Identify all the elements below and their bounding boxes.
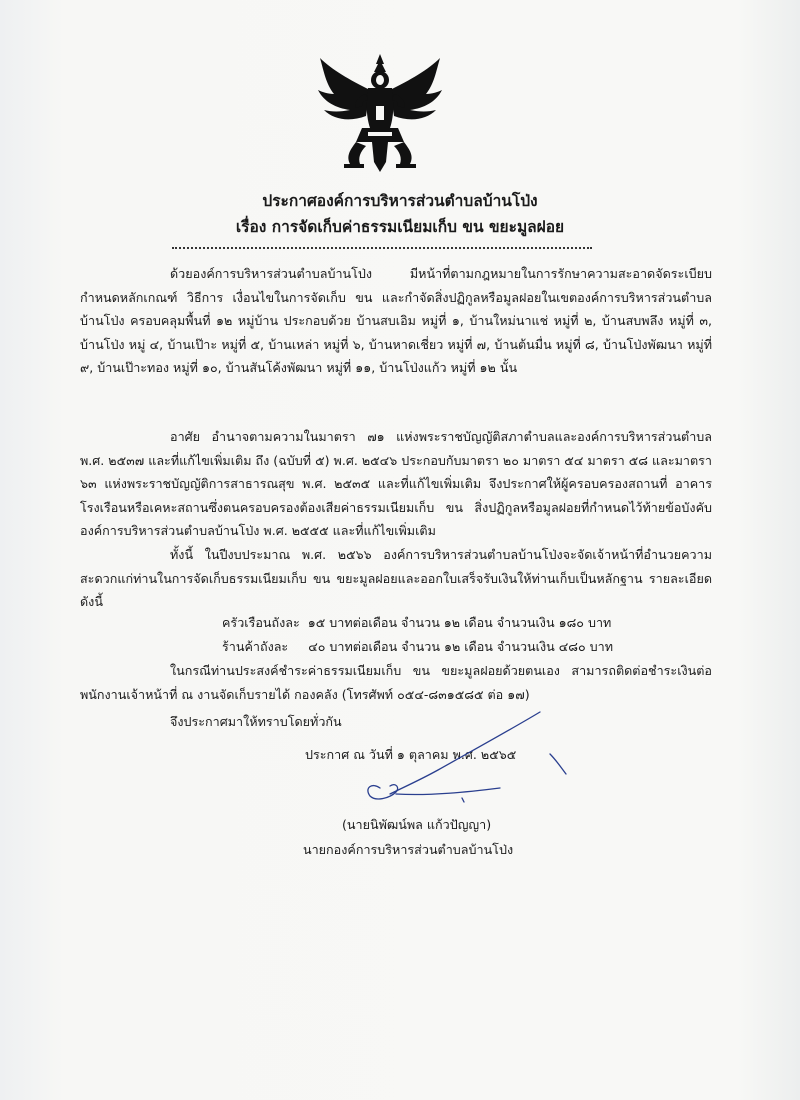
paragraph-fiscal-year: ทั้งนี้ ในปีงบประมาณ พ.ศ. ๒๕๖๖ องค์การบริหารส่วนตำบลบ้านโป่งจะจัดเจ้าหน้าที่อำนวยความสะดวกแก่ท่านในการจัดเก็บธรรมเนียมเก็บ ขน ขยะมูลฝอยและออกใบเสร็จรับเงินให้ท่านเก็บเป็นหลักฐาน รายละเอียดดังนี้ [80, 547, 712, 609]
paragraph-duty: ด้วยองค์การบริหารส่วนตำบลบ้านโป่ง มีหน้าที่ตามกฎหมายในการรักษาความสะอาดจัดระเบียบ กำหนดหลักเกณฑ์ วิธีการ เงื่อนไขในการจัดเก็บ ขน และกำจัดสิ่งปฏิกูลหรือมูลฝอยในเขตองค์การบริหารส่วนตำบลบ้านโป่ง ครอบคลุมพื้นที่ ๑๒ หมู่บ้าน ประกอบด้วย บ้านสบเอิม หมู่ที่ ๑, บ้านใหม่นาแช่ หมู่ที่ ๒, บ้านสบพลึง หมู่ที่ ๓, บ้านโป่ง หมู่ ๔, บ้านเป๊าะ หมู่ที่ ๕, บ้านเหล่า หมู่ที่ ๖, บ้านหาดเชี่ยว หมู่ที่ ๗, บ้านต้นมื่น หมู่ที่ ๘, บ้านโป่งพัฒนา หมู่ที่ ๙, บ้านเป๊าะทอง หมู่ที่ ๑๐, บ้านสันโค้งพัฒนา หมู่ที่ ๑๑, บ้านโป่งแก้ว หมู่ที่ ๑๒ นั้น [80, 266, 712, 375]
announcement-title: ประกาศองค์การบริหารส่วนตำบลบ้านโป่ง [262, 192, 538, 210]
signer-name: (นายนิพัฒน์พล แก้วปัญญา) [342, 817, 492, 832]
paragraph-payment-contact: ในกรณีท่านประสงค์ชำระค่าธรรมเนียมเก็บ ขน ขยะมูลฝอยด้วยตนเอง สามารถติดต่อชำระเงินต่อพนักงานเจ้าหน้าที่ ณ งานจัดเก็บรายได้ กองคลัง (โทรศัพท์ ๐๕๔-๘๓๑๕๘๕ ต่อ ๑๗) [80, 663, 712, 702]
paragraph-legal-authority: อาศัย อำนาจตามความในมาตรา ๗๑ แห่งพระราชบัญญัติสภาตำบลและองค์การบริหารส่วนตำบล พ.ศ. ๒๕๓๗ และที่แก้ไขเพิ่มเติม ถึง (ฉบับที่ ๕) พ.ศ. ๒๕๔๖ ประกอบกับมาตรา ๒๐ มาตรา ๕๔ มาตรา ๕๘ และมาตรา ๖๓ แห่งพระราชบัญญัติการสาธารณสุข พ.ศ. ๒๕๓๕ และที่แก้ไขเพิ่มเติม จึงประกาศให้ผู้ครอบครองสถานที่ อาคาร โรงเรือนหรือเคหะสถานซึ่งตนครอบครองต้องเสียค่าธรรมเนียมเก็บ ขน สิ่งปฏิกูลหรือมูลฝอยที่กำหนดไว้ท้ายข้อบังคับองค์การบริหารส่วนตำบลบ้านโป่ง พ.ศ. ๒๕๕๕ และที่แก้ไขเพิ่มเติม [80, 429, 713, 538]
dotted-divider [172, 247, 592, 249]
rate-shop: ร้านค้าถังละ ๔๐ บาทต่อเดือน จำนวน ๑๒ เดือน จำนวนเงิน ๔๘๐ บาท [222, 639, 614, 654]
announcement-date: ประกาศ ณ วันที่ ๑ ตุลาคม พ.ศ. ๒๕๖๕ [305, 747, 517, 762]
handwritten-signature [350, 708, 580, 808]
announcement-subject: เรื่อง การจัดเก็บค่าธรรมเนียมเก็บ ขน ขยะมูลฝอย [235, 218, 565, 236]
signer-position: นายกองค์การบริหารส่วนตำบลบ้านโป่ง [303, 842, 514, 857]
rate-household: ครัวเรือนถังละ ๑๕ บาทต่อเดือน จำนวน ๑๒ เดือน จำนวนเงิน ๑๘๐ บาท [222, 615, 612, 630]
closing-line: จึงประกาศมาให้ทราบโดยทั่วกัน [170, 714, 342, 729]
garuda-emblem-icon [310, 50, 450, 175]
